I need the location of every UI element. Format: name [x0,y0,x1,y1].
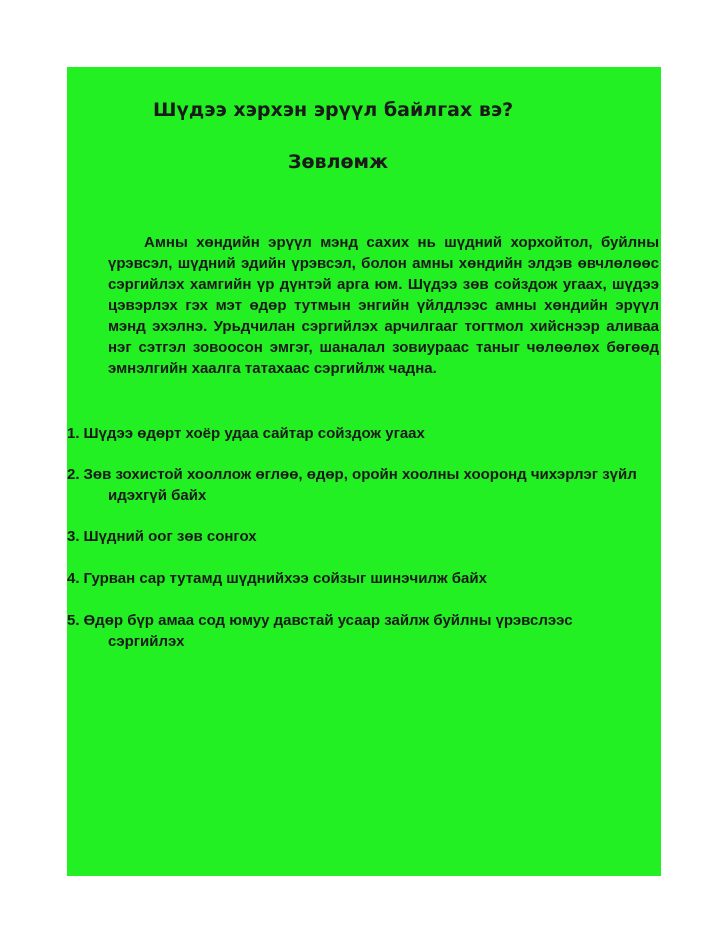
tip-number: 4. [67,570,80,587]
tip-text: Өдөр бүр амаа сод юмуу давстай усаар зайлж буйлны үрэвслээс сэргийлэх [83,612,573,650]
tip-number: 1. [67,425,80,442]
tip-text: Шүдээ өдөрт хоёр удаа сайтар сойздож угаах [83,425,425,442]
tip-item-5 [67,610,638,652]
tip-item-4 [67,568,688,589]
tip-number: 5. [67,612,80,629]
tip-item-1 [67,423,688,444]
tip-text: Шүдний оог зөв сонгох [83,528,257,545]
tip-number: 2. [67,466,80,483]
page-subtitle: Зөвлөмж [288,151,388,173]
tip-item-2 [67,464,678,506]
intro-paragraph: Амны хөндийн эрүүл мэнд сахих нь шүдний хорхойтол, буйлны үрэвсэл, шүдний эдийн үрэвсэл, болон амны хөндийн элдэв өвчлөлөөс сэргийлэх хамгийн үр дүнтэй арга юм. Шүдээ зөв сойздож угаах, шүдээ цэвэрлэх гэх мэт өдөр тутмын энгийн үйлдлээс амны хөндийн эрүүл мэнд эхэлнэ. Урьдчилан сэргийлэх арчилгааг тогтмол хийснээр аливаа нэг сэтгэл зовоосон эмгэг, шаналал зовиураас таныг чөлөөлөх бөгөөд эмнэлгийн хаалга татахаас сэргийлж чадна. [108,234,659,377]
tip-text: Зөв зохистой хооллож өглөө, өдөр, оройн хоолны хооронд чихэрлэг зүйл идэхгүй байх [83,466,637,504]
tip-number: 3. [67,528,80,545]
tip-text: Гурван сар тутамд шүднийхээ сойзыг шинэчилж байх [83,570,487,587]
page-title: Шүдээ хэрхэн эрүүл байлгах вэ? [153,99,514,121]
tip-item-3 [67,526,688,547]
